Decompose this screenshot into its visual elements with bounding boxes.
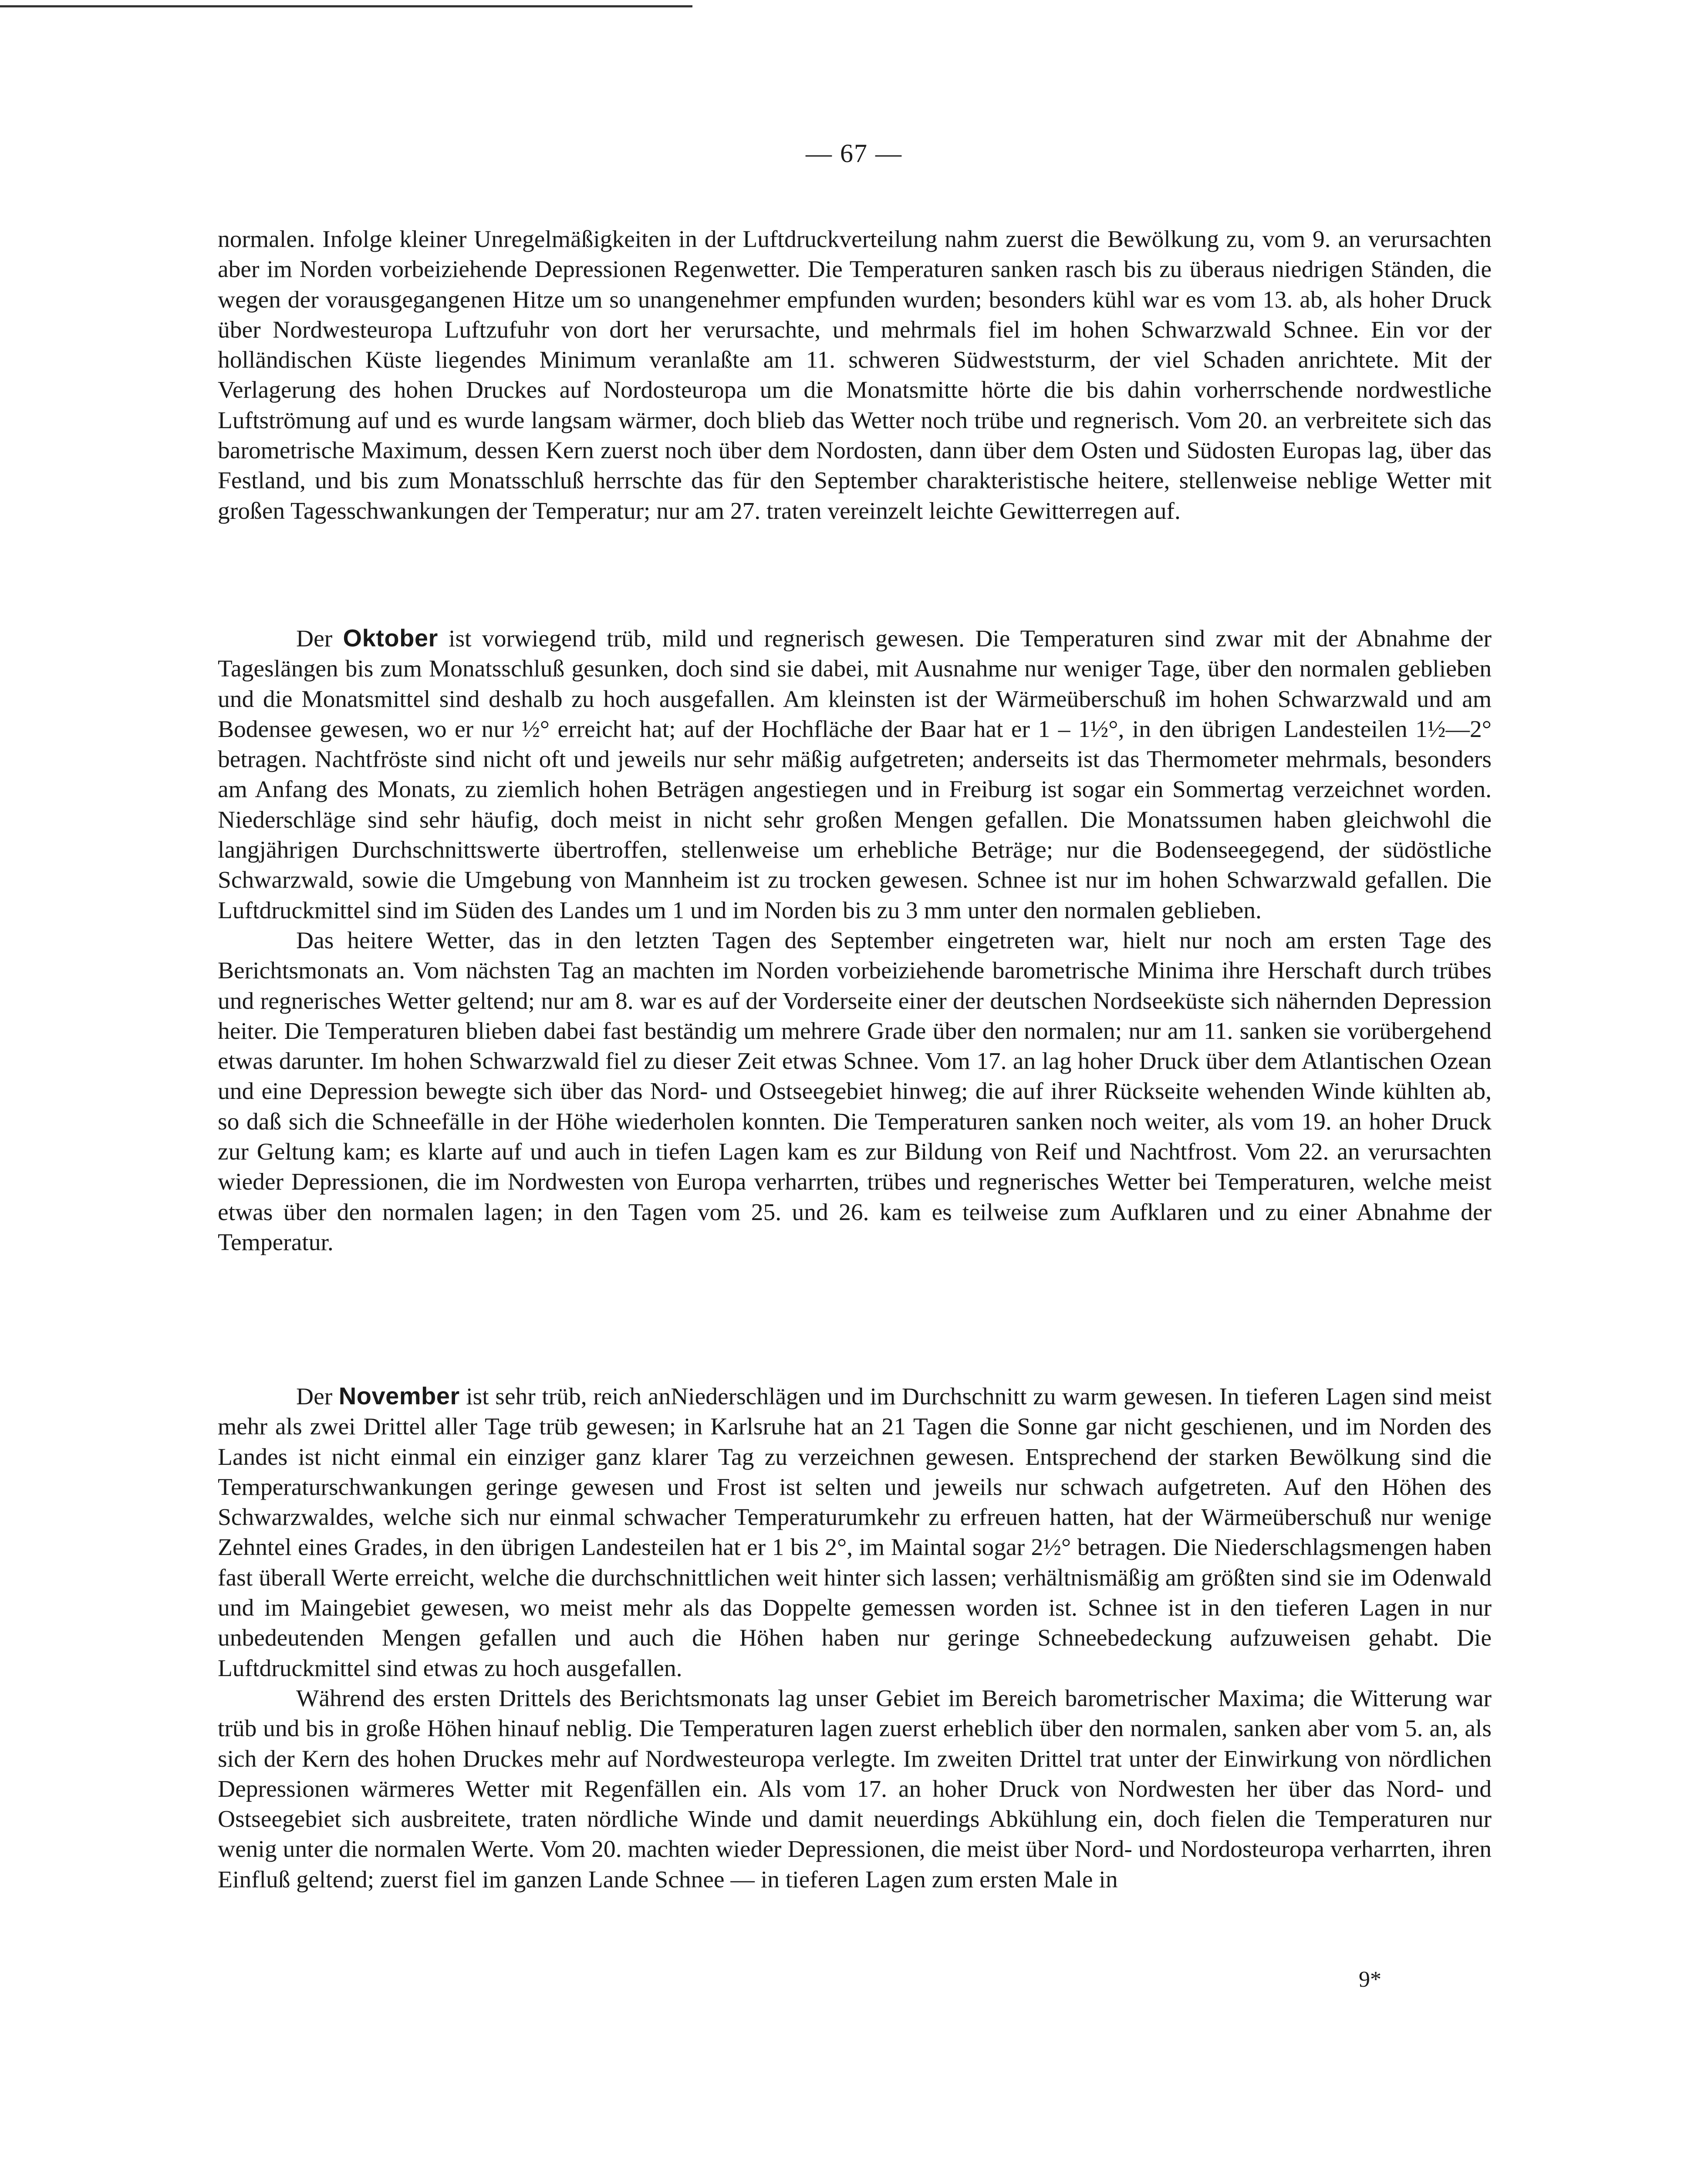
oktober-heading: Oktober: [343, 624, 438, 652]
november-intro: Der: [296, 1383, 333, 1410]
september-continuation: [218, 224, 1492, 526]
november-paragraph-2: Während des ersten Drittels des Berichtsmonats lag unser Gebiet im Bereich barometrischer Maxima; die Witterung war trüb und bis in große Höhen hinauf neblig. Die Temperaturen lagen zuerst erheblich über den normalen, sanken aber vom 5. an, als sich der Kern des hohen Druckes mehr auf Nordwesteuropa verlegte. Im zweiten Drittel trat unter der Einwirkung von nördlichen Depressionen wärmeres Wetter mit Regenfällen ein. Als vom 17. an hoher Druck von Nordwesten her über das Nord- und Ostseegebiet sich ausbreitete, traten nördliche Winde und damit neuerdings Abkühlung ein, doch fielen die Temperaturen nur wenig unter die normalen Werte. Vom 20. machten wieder Depressionen, die meist über Nord- und Nordosteuropa verharrten, ihren Einfluß geltend; zuerst fiel im ganzen Lande Schnee — in tieferen Lagen zum ersten Male in: [218, 1685, 1492, 1893]
november-heading: November: [338, 1382, 460, 1410]
oktober-section: [218, 623, 1492, 1258]
november-section: [218, 1381, 1492, 1895]
page-number: — 67 —: [806, 139, 902, 168]
november-paragraph-1: [218, 1381, 1492, 1684]
oktober-paragraph-2: Das heitere Wetter, das in den letzten Tagen des September eingetreten war, hielt nur noch am ersten Tage des Berichtsmonats an. Vom nächsten Tag an machten im Norden vorbeiziehende barometrische Minima ihre Herschaft durch trübes und regnerisches Wetter geltend; nur am 8. war es auf der Vorderseite einer der deutschen Nordseeküste sich nähernden Depression heiter. Die Temperaturen blieben dabei fast beständig um mehrere Grade über den normalen; nur am 11. sanken sie vorübergehend etwas darunter. Im hohen Schwarzwald fiel zu dieser Zeit etwas Schnee. Vom 17. an lag hoher Druck über dem Atlantischen Ozean und eine Depression bewegte sich über das Nord- und Ostseegebiet hinweg; die auf ihrer Rückseite wehenden Winde kühlten ab, so daß sich die Schneefälle in der Höhe wiederholen konnten. Die Temperaturen sanken noch weiter, als vom 19. an hoher Druck zur Geltung kam; es klarte auf und auch in tiefen Lagen kam es zur Bildung von Reif und Nachtfrost. Vom 22. an verursachten wieder Depressionen, die im Nordwesten von Europa verharrten, trübes und regnerisches Wetter bei Temperaturen, welche meist etwas über den normalen lagen; in den Tagen vom 25. und 26. kam es teilweise zum Aufklaren und zu einer Abnahme der Temperatur.: [218, 927, 1492, 1256]
oktober-intro: Der: [296, 625, 333, 652]
oktober-paragraph-1: [218, 623, 1492, 926]
november-p1-text: ist sehr trüb, reich anNiederschlägen und im Durchschnitt zu warm gewesen. In tieferen Lagen sind meist mehr als zwei Drittel aller Tage trüb gewesen; in Karlsruhe hat an 21 Tagen die Sonne gar nicht geschienen, und im Norden des Landes ist nicht einmal ein einziger ganz klarer Tag zu verzeichnen gewesen. Entsprechend der starken Bewölkung sind die Temperaturschwankungen geringe gewesen und Frost ist selten und jeweils nur schwach aufgetreten. Auf den Höhen des Schwarzwaldes, welche sich nur einmal schwacher Temperaturumkehr zu erfreuen hatten, hat der Wärmeüberschuß nur wenige Zehntel eines Grades, in den übrigen Landesteilen hat er 1 bis 2°, im Maintal sogar 2½° betragen. Die Niederschlagsmengen haben fast überall Werte erreicht, welche die durchschnittlichen weit hinter sich lassen; verhältnismäßig am größten sind sie im Odenwald und im Maingebiet gewesen, wo meist mehr als das Doppelte gemessen worden ist. Schnee ist in den tieferen Lagen in nur unbedeutenden Mengen gefallen und auch die Höhen haben nur geringe Schneebedeckung aufzuweisen gehabt. Die Luftdruckmittel sind etwas zu hoch ausgefallen.: [218, 1383, 1492, 1682]
paragraph: normalen. Infolge kleiner Unregelmäßigkeiten in der Luftdruckverteilung nahm zuerst die Bewölkung zu, vom 9. an verursachten aber im Norden vorbeiziehende Depressionen Regenwetter. Die Temperaturen sanken rasch bis zu überaus niedrigen Ständen, die wegen der vorausgegangenen Hitze um so unangenehmer empfunden wurden; besonders kühl war es vom 13. ab, als hoher Druck über Nordwesteuropa Luftzufuhr von dort her verursachte, und mehrmals fiel im hohen Schwarzwald Schnee. Ein vor der holländischen Küste liegendes Minimum veranlaßte am 11. schweren Südweststurm, der viel Schaden anrichtete. Mit der Verlagerung des hohen Druckes auf Nordosteuropa um die Monatsmitte hörte die bis dahin vorherrschende nordwestliche Luftströmung auf und es wurde langsam wärmer, doch blieb das Wetter noch trübe und regnerisch. Vom 20. an verbreitete sich das barometrische Maximum, dessen Kern zuerst noch über dem Nordosten, dann über dem Osten und Südosten Europas lag, über das Festland, und bis zum Monatsschluß herrschte das für den September charakteristische heitere, stellenweise neblige Wetter mit großen Tagesschwankungen der Temperatur; nur am 27. traten vereinzelt leichte Gewitterregen auf.: [218, 226, 1492, 524]
top-rule: [0, 5, 692, 7]
signature-mark: 9*: [1359, 1967, 1381, 1992]
oktober-p1-text: ist vorwiegend trüb, mild und regnerisch gewesen. Die Temperaturen sind zwar mit der Abnahme der Tageslängen bis zum Monatsschluß gesunken, doch sind sie dabei, mit Ausnahme nur weniger Tage, über den normalen geblieben und die Monatsmittel sind deshalb zu hoch ausgefallen. Am kleinsten ist der Wärmeüberschuß im hohen Schwarzwald und am Bodensee gewesen, wo er nur ½° erreicht hat; auf der Hochfläche der Baar hat er 1 – 1½°, in den übrigen Landesteilen 1½—2° betragen. Nachtfröste sind nicht oft und jeweils nur sehr mäßig aufgetreten; anderseits ist das Thermometer mehrmals, besonders am Anfang des Monats, zu ziemlich hohen Beträgen angestiegen und in Freiburg ist sogar ein Sommertag verzeichnet worden. Niederschläge sind sehr häufig, doch meist in nicht sehr großen Mengen gefallen. Die Monatssumen haben gleichwohl die langjährigen Durchschnittswerte übertroffen, stellenweise um erhebliche Beträge; nur die Bodenseegegend, der südöstliche Schwarzwald, sowie die Umgebung von Mannheim ist zu trocken gewesen. Schnee ist nur im hohen Schwarzwald gefallen. Die Luftdruckmittel sind im Süden des Landes um 1 und im Norden bis zu 3 mm unter den normalen geblieben.: [218, 625, 1492, 924]
